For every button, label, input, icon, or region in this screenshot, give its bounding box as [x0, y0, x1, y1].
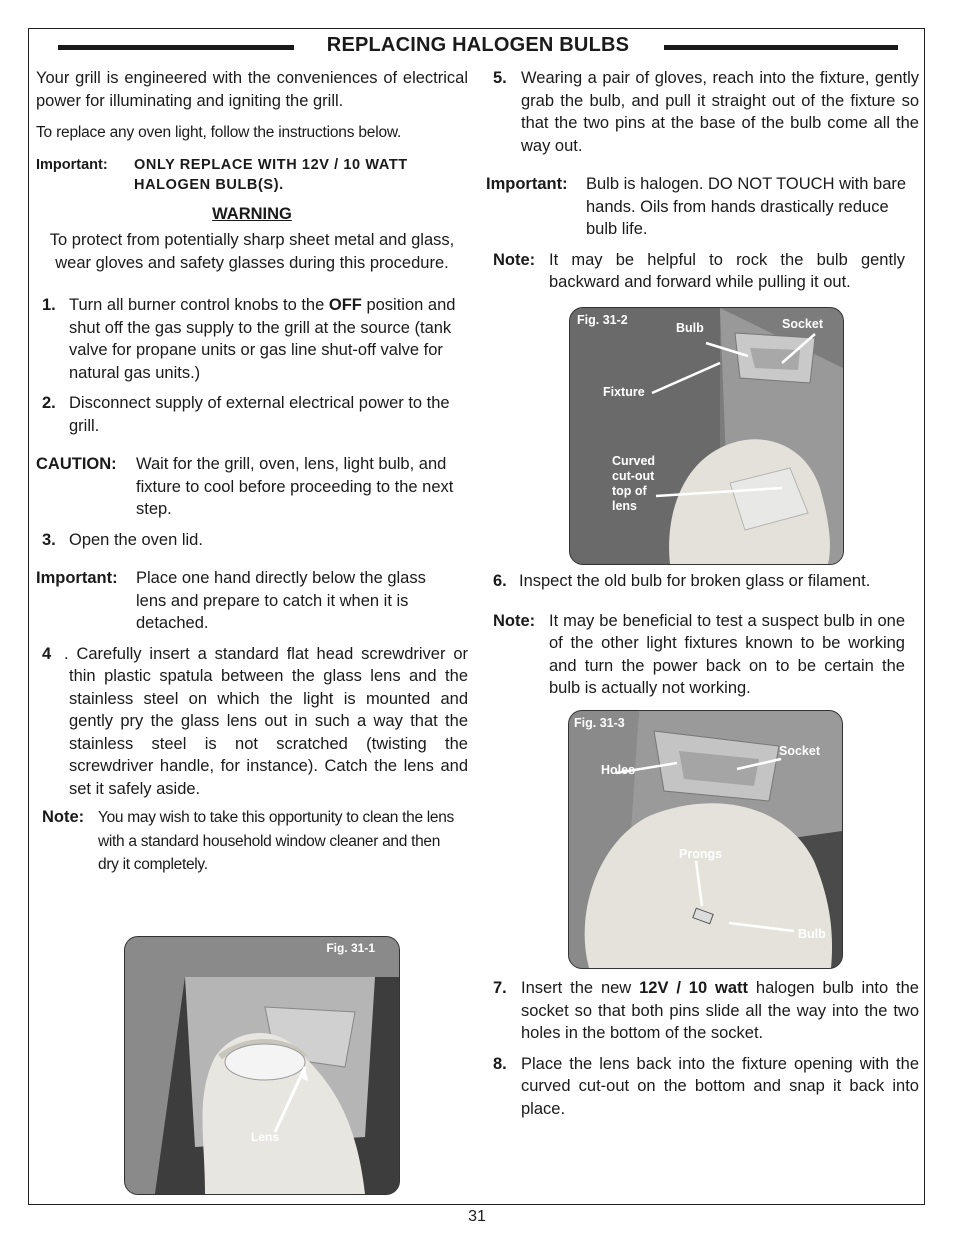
figure-31-1-photo [125, 937, 399, 1194]
figure-31-1-lens-label: Lens [251, 1130, 280, 1144]
step-2: 2. Disconnect supply of external electrical power to the grill. [42, 394, 450, 435]
figure-31-3-label: Fig. 31-3 [574, 716, 625, 730]
figure-31-1 [124, 936, 400, 1195]
important-halogen: Important: Bulb is halogen. DO NOT TOUCH with bare hands. Oils from hands drastically reduce bulb life. [486, 175, 907, 238]
step-5: 5. Wearing a pair of gloves, reach into the fixture, gently grab the bulb, and pull it straight out of the fixture so that the two pins at the base of the bulb come all the way out. [493, 69, 919, 155]
note-test-bulb: Note: It may be beneficial to test a suspect bulb in one of the other light fixtures known to be working and turn the power back on to be certain the bulb is actually not working. [493, 611, 905, 697]
right-column-middle [493, 570, 919, 700]
step-7: 7. Insert the new 12V / 10 watt halogen bulb into the socket so that both pins slide all the way into the two holes in the bottom of the socket. [493, 979, 919, 1042]
page-title: REPLACING HALOGEN BULBS [58, 34, 898, 57]
important-bulb-spec: Important: ONLY REPLACE WITH 12V / 10 WATT HALOGEN BULB(S). [36, 156, 408, 193]
step-6: 6. Inspect the old bulb for broken glass or filament. [493, 572, 871, 590]
figure-31-3-bulb-label: Bulb [798, 927, 826, 941]
figure-31-3-prongs-label: Prongs [679, 847, 723, 861]
note-clean-lens: Note: You may wish to take this opportunity to clean the lens with a standard household window cleaner and then dry it completely. [42, 808, 455, 873]
step-4: 4 . Carefully insert a standard flat head screwdriver or thin plastic spatula between the glass lens and the stainless steel on which the light is mounted and gently pry the glass lens out in such a way that the stainless steel is not scratched (twisting the screwdriver handle, for instance). Catch the lens and set it safely aside. [42, 644, 468, 798]
warning-text: To protect from potentially sharp sheet metal and glass, wear gloves and safety glasses during this procedure. [49, 231, 455, 272]
intro-paragraph: Your grill is engineered with the conveniences of electrical power for illuminating and igniting the grill. [36, 69, 468, 110]
note-rock-bulb: Note: It may be helpful to rock the bulb gently backward and forward while pulling it out. [493, 250, 905, 291]
important-catch-lens: Important: Place one hand directly below the glass lens and prepare to catch it when it is detached. [36, 569, 426, 632]
step-1: 1. Turn all burner control knobs to the OFF position and shut off the gas supply to the grill at the source (tank valve for propane units or gas line shut-off valve for natural gas units.) [42, 296, 456, 382]
figure-31-3-socket-label: Socket [779, 744, 820, 758]
intro-instruction: To replace any oven light, follow the instructions below. [36, 124, 402, 141]
right-column-bottom [493, 977, 919, 1120]
figure-31-2-label: Fig. 31-2 [577, 313, 628, 327]
page-number: 31 [468, 1208, 486, 1225]
figure-31-2-bulb-label: Bulb [676, 321, 704, 335]
step-8: 8. Place the lens back into the fixture opening with the curved cut-out on the bottom and snap it back into place. [493, 1054, 919, 1118]
figure-31-2-socket-label: Socket [782, 317, 823, 331]
warning-heading: WARNING [212, 204, 292, 223]
step-3: 3. Open the oven lid. [42, 530, 203, 549]
figure-31-3 [568, 710, 843, 969]
figure-31-2-fixture-label: Fixture [603, 385, 645, 399]
figure-31-2 [569, 307, 844, 565]
right-column [486, 67, 919, 294]
caution-note: CAUTION: Wait for the grill, oven, lens, light bulb, and fixture to cool before proceeding to the next step. [36, 455, 454, 518]
left-column [36, 67, 468, 877]
figure-31-1-label: Fig. 31-1 [326, 941, 375, 955]
title-row [58, 34, 898, 60]
figure-31-3-holes-label: Holes [601, 763, 636, 777]
figure-31-2-curved-label: Curved cut-out top of lens [612, 454, 656, 513]
figure-31-2-photo [570, 308, 843, 564]
